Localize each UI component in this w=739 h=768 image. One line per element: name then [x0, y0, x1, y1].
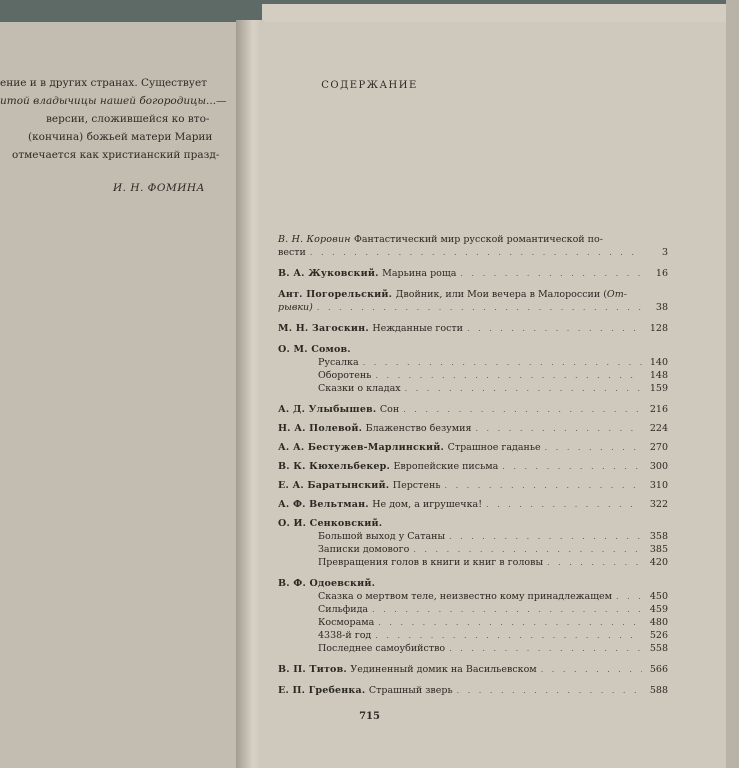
leader-dots [405, 382, 642, 395]
toc-entry-title [318, 382, 401, 395]
toc-entry-title [318, 616, 374, 629]
toc-author: О. М. Сомов. [278, 344, 351, 355]
toc-page-number: 322 [649, 499, 668, 510]
toc-row [278, 356, 668, 369]
toc-page-number: 459 [649, 604, 668, 615]
toc-page-number: 310 [649, 480, 668, 491]
toc-row [278, 530, 668, 543]
toc-row [278, 267, 668, 280]
leader-dots [378, 616, 642, 629]
toc-entry [278, 322, 668, 335]
toc-title-text: Уединенный домик на Васильевском [350, 664, 537, 675]
leader-dots [547, 556, 642, 569]
leader-dots [372, 603, 642, 616]
toc-entry-title [278, 479, 441, 492]
leader-dots [457, 684, 642, 697]
left-page-line: ение и в других странах. Существует [0, 77, 207, 89]
toc-author: Ант. Погорельский. [278, 289, 396, 300]
toc-title-text: Большой выход у Сатаны [318, 531, 446, 542]
toc-entry [278, 267, 668, 280]
toc-page-number: 128 [649, 323, 668, 334]
toc-page-number: 300 [649, 461, 668, 472]
toc-title-text: Нежданные гости [372, 323, 463, 334]
toc-author: М. Н. Загоскин. [278, 323, 373, 334]
toc-page-number: 588 [649, 685, 668, 696]
leader-dots [445, 479, 643, 492]
leader-dots [375, 369, 642, 382]
toc-entry-title [318, 642, 445, 655]
leader-dots [545, 441, 642, 454]
page-number: 715 [359, 711, 380, 722]
toc-row [278, 322, 668, 335]
toc-page-number: 526 [649, 630, 668, 641]
leader-dots [541, 663, 642, 676]
toc-row [278, 301, 668, 314]
toc-title-text: вести [278, 247, 306, 258]
toc-title-text: Страшный зверь [368, 685, 453, 696]
toc-title-text: Марьина роща [382, 268, 457, 279]
toc-title-text: От- [606, 289, 627, 300]
toc-author: Е. П. Гребенка. [278, 685, 369, 696]
toc-page-number: 148 [649, 370, 668, 381]
leader-dots [475, 422, 642, 435]
toc-row [278, 403, 668, 416]
page-top-edge [262, 4, 739, 24]
toc-author: А. Ф. Вельтман. [278, 499, 373, 510]
leader-dots [413, 543, 642, 556]
leader-dots [502, 460, 642, 473]
book-gutter [236, 20, 264, 768]
leader-dots [363, 356, 642, 369]
toc-title-text: Сказка о мертвом теле, неизвестно кому принадлежащем [318, 591, 613, 602]
toc-heading: СОДЕРЖАНИЕ [321, 80, 418, 91]
toc-entry-title [278, 460, 498, 473]
toc-title-text: Перстень [392, 480, 441, 491]
toc-author: В. Ф. Одоевский. [278, 578, 376, 589]
toc-entry-title [278, 301, 313, 314]
toc-entry [278, 288, 668, 314]
toc-page-number: 38 [655, 302, 668, 313]
leader-dots [460, 267, 642, 280]
toc-title-text: Блаженство безумия [365, 423, 472, 434]
toc-entry-title [318, 543, 409, 556]
toc-row [278, 233, 668, 246]
toc-page-number: 450 [649, 591, 668, 602]
toc-row [278, 460, 668, 473]
toc-entry-title [278, 684, 453, 697]
leader-dots [403, 403, 642, 416]
toc-entry-title [278, 663, 537, 676]
toc-author: Н. А. Полевой. [278, 423, 366, 434]
leader-dots [616, 590, 642, 603]
toc-page-number: 3 [661, 247, 668, 258]
leader-dots [486, 498, 642, 511]
leader-dots [375, 629, 642, 642]
toc-entry [278, 233, 668, 259]
toc-author: А. Д. Улыбышев. [278, 404, 380, 415]
toc-row [278, 479, 668, 492]
toc-entry-title [278, 403, 399, 416]
left-page-line: версии, сложившейся ко вто- [46, 113, 210, 125]
leader-dots [449, 642, 642, 655]
toc-title-text: Сказки о кладах [318, 383, 401, 394]
toc-row [278, 498, 668, 511]
toc-entry-title [318, 530, 445, 543]
toc-title-text: 4338-й год [318, 630, 372, 641]
toc-page-number: 358 [649, 531, 668, 542]
toc-row [278, 616, 668, 629]
toc-entry [278, 498, 668, 511]
toc-title-text: Двойник, или Мои вечера в Малороссии ( [395, 289, 607, 300]
toc-row [278, 556, 668, 569]
toc-title-text: Оборотень [318, 370, 372, 381]
leader-dots [317, 301, 642, 314]
toc-entry-title [318, 603, 368, 616]
toc-author: О. И. Сенковский. [278, 518, 383, 529]
toc-row [278, 543, 668, 556]
toc-row [278, 288, 668, 301]
toc-entry-title [318, 590, 612, 603]
toc-row [278, 382, 668, 395]
toc-entry-title [318, 629, 371, 642]
toc-title-text: Превращения голов в книги и книг в головы [318, 557, 544, 568]
leader-dots [467, 322, 642, 335]
toc-entry [278, 479, 668, 492]
toc-page-number: 566 [649, 664, 668, 675]
toc-row [278, 441, 668, 454]
toc-page-number: 270 [649, 442, 668, 453]
toc-row [278, 684, 668, 697]
page-right-edge [726, 0, 739, 768]
toc-entry-title [278, 498, 482, 511]
toc-title-text: Сон [379, 404, 400, 415]
toc-entry [278, 422, 668, 435]
toc-row [278, 642, 668, 655]
toc-entry-title [278, 267, 456, 280]
toc-entry-title [278, 246, 306, 259]
toc-row [278, 369, 668, 382]
toc-title-text: рывки) [278, 302, 313, 313]
toc-entry [278, 663, 668, 676]
toc-entry-title [278, 233, 603, 246]
toc-row [278, 246, 668, 259]
toc-entry-title [278, 441, 541, 454]
toc-entry-title [278, 288, 627, 301]
toc-title-text: Страшное гаданье [447, 442, 541, 453]
toc-entry [278, 577, 668, 655]
toc-title-text: Сильфида [318, 604, 369, 615]
toc-author: В. Н. Коровин [278, 234, 354, 245]
toc-title-text: Не дом, а игрушечка! [372, 499, 483, 510]
left-page-line: (кончина) божьей матери Марии [28, 131, 213, 143]
toc-row [278, 603, 668, 616]
toc-page-number: 159 [649, 383, 668, 394]
toc-entry [278, 403, 668, 416]
toc-entry-title [318, 369, 371, 382]
toc-entry [278, 460, 668, 473]
toc-entry-title [278, 322, 463, 335]
toc-entry [278, 441, 668, 454]
toc-author: В. А. Жуковский. [278, 268, 383, 279]
toc-title-text: Европейские письма [393, 461, 499, 472]
toc-row [278, 422, 668, 435]
toc-page-number: 16 [655, 268, 668, 279]
toc-entry [278, 517, 668, 569]
toc-author: Е. А. Баратынский. [278, 480, 393, 491]
toc-entry-title [278, 422, 471, 435]
toc-row [278, 663, 668, 676]
toc-page-number: 140 [649, 357, 668, 368]
left-page-line: итой владычицы нашей богородицы...— [0, 95, 227, 107]
toc-page-number: 480 [649, 617, 668, 628]
toc-row [278, 629, 668, 642]
toc-row [278, 590, 668, 603]
leader-dots [310, 246, 642, 259]
toc-entry [278, 343, 668, 395]
toc-author: В. П. Титов. [278, 664, 351, 675]
toc-entry-title [318, 356, 359, 369]
toc-page-number: 420 [649, 557, 668, 568]
leader-dots [449, 530, 642, 543]
author-signature: И. Н. ФОМИНА [113, 182, 206, 194]
toc-title-text: Записки домового [318, 544, 410, 555]
toc-page-number: 224 [649, 423, 668, 434]
toc-title-text: Последнее самоубийство [318, 643, 446, 654]
toc-title-text: Фантастический мир русской романтической по- [353, 234, 603, 245]
toc-title-text: Косморама [318, 617, 375, 628]
toc-entry-title [318, 556, 543, 569]
toc-author: А. А. Бестужев-Марлинский. [278, 442, 448, 453]
toc-title-text: Русалка [318, 357, 359, 368]
toc-page-number: 558 [649, 643, 668, 654]
toc-author: В. К. Кюхельбекер. [278, 461, 394, 472]
toc-page-number: 385 [649, 544, 668, 555]
table-of-contents [278, 226, 668, 706]
toc-page-number: 216 [649, 404, 668, 415]
toc-entry [278, 684, 668, 697]
left-page-line: отмечается как христианский празд- [12, 149, 220, 161]
